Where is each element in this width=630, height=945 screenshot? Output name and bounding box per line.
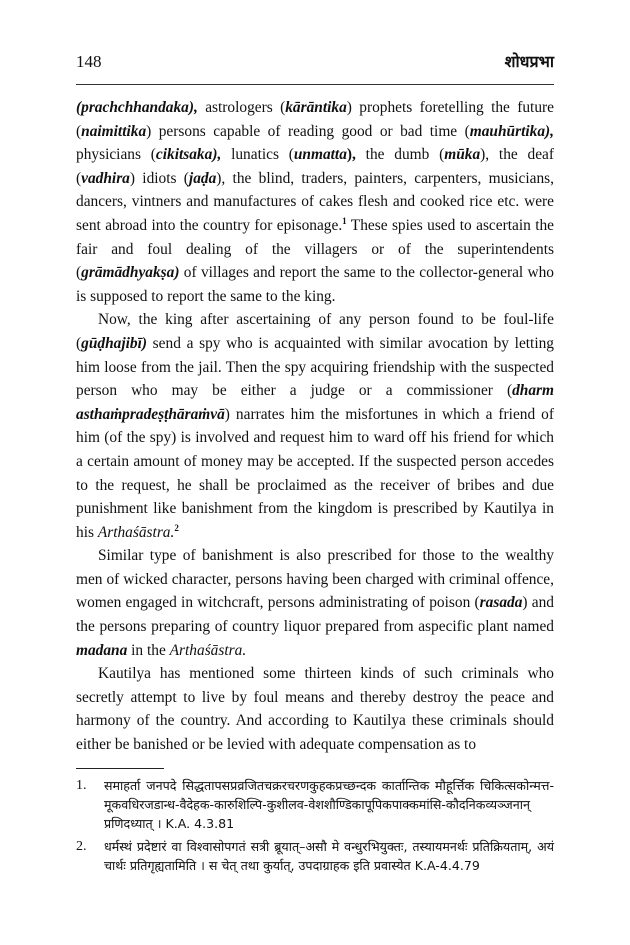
text-run: ) persons capable of reading good or bad time ( [146,122,470,140]
paragraph-4 [76,662,554,756]
page-header [76,44,554,85]
page-number: 148 [76,52,102,71]
footnote-text: धर्मस्थं प्रदेष्टारं वा विश्वासोपगतं सत्री ब्रूयात्–असौ मे वन्धुरभियुक्तः, तस्यायमनर्थः प्रतिक्रियताम्, अयं चार्थः प्रतिगृह्यतामिति । स चेत् तथा कुर्यात्, उपदाग्राहक इति प्रवास्येत K.A-4.4.79 [104,839,554,873]
footnote-text: समाहर्ता जनपदे सिद्धतापसप्रव्रजितचक्ररचरणकुहकप्रच्छन्दक कार्तान्तिक मौहूर्त्तिक चिकित्सकोन्मत्त-मूकवधिरजडान्ध-वैदेहक-कारुशिल्पि-कुशीलव-वेशशौण्डिकापूपिकपाक्कमांसि-कौदनिकव्यञ्जनान् प्रणिदध्यात् । K.A. 4.3.81 [104,778,554,831]
text-run: mūka [444,146,481,164]
footnote-ref: 2 [174,522,179,533]
footnote-number: 2. [76,839,87,854]
footnote-2 [76,837,554,875]
text-run: madana [76,641,128,659]
footnote-rule [76,768,164,769]
footnote-number: 1. [76,778,87,793]
text-run: cikitsaka), [155,146,222,164]
text-run: Now, the king after ascertaining of any person found to be foul-life ( [76,311,554,352]
text-run: rasada [479,594,523,612]
text-run: in the [127,641,170,659]
text-run: of villages and report the same to the collector-general who is supposed to report the same to the king. [76,264,554,305]
text-run: ) prophets foretelling the future ( [76,99,554,140]
text-run: lunatics ( [221,146,294,164]
text-run: jaḍa [188,169,217,187]
text-run: grāmādhyakṣa) [81,264,180,282]
text-run: mauhūrtika), [469,122,554,140]
footnotes [76,776,554,879]
text-run: send a spy who is acquainted with similar avocation by letting him loose from the jail. Then the spy acquiring friendship with the suspected person who may be either a judge or a commissioner ( [76,334,554,400]
text-run: Arthaśāstra. [169,641,247,659]
text-run: Arthaśāstra. [97,523,175,541]
text-run: ), the blind, traders, painters, carpenters, musicians, dancers, vintners and manufactures of cakes flesh and cooked rice etc. were sent abroad into the country for episonage. [76,169,555,234]
paragraph-3 [76,544,554,662]
text-run: physicians ( [76,146,156,164]
paragraph-2 [76,308,554,544]
text-run: kārāntika [285,99,347,116]
text-run: ) and the persons preparing of country liquor prepared from aspecific plant named [76,594,554,636]
text-run: Similar type of banishment is also prescribed for those to the wealthy men of wicked character, persons having been charged with criminal offence, women engaged in witchcraft, persons administrating of poison ( [76,547,554,612]
text-run: ) idiots ( [129,169,189,187]
text-run: These spies used to ascertain the fair and foul dealing of the villagers or of the superintendents ( [76,216,555,282]
text-run: ), [346,146,356,164]
text-run: naimittika [81,122,147,140]
text-run: ), the deaf ( [76,146,554,187]
footnote-ref: 1 [342,215,347,226]
text-run: ) narrates him the misfortunes in which a friend of him (of the spy) is involved and request him to ward off his friend for which a certain amount of money may be accepted. If the suspected person accedes to the request, he shall be proclaimed as the receiver of bribes and due punishment like banishment from the kingdom is prescribed by Kautilya in his [76,405,554,541]
text-run: vadhira [81,169,130,187]
text-run: the dumb ( [355,146,445,164]
body-text [76,96,554,757]
text-run: (prachchhandaka), [76,99,198,116]
text-run: astrologers ( [197,99,286,116]
text-run: unmatta [293,146,347,164]
text-run: dharm asthaṁpradeṣṭhāraṁvā [76,382,554,423]
text-run: Kautilya has mentioned some thirteen kinds of such criminals who secretly attempt to live by foul means and thereby destroy the peace and harmony of the country. And according to Kautilya these criminals should either be banished or be levied with adequate compensation as to [76,665,554,754]
footnote-1 [76,776,554,833]
paragraph-1 [76,96,554,308]
text-run: gūḍhajibī) [81,334,147,352]
running-head: शोधप्रभा [504,52,554,71]
